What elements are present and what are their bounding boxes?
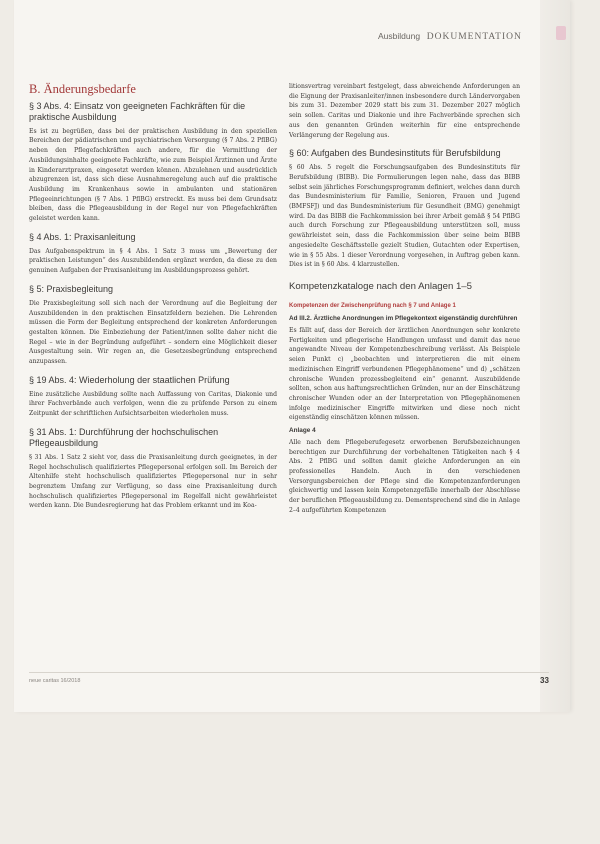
paragraph-s4: Eine zusätzliche Ausbildung sollte nach Auffassung von Caritas, Diakonie und ihrer Fachverbände auch verfolgen, wenn die zu prüfende Person zu einem Zeitpunkt der schriftlichen Aufsichtsarbeiten wiederholen muss. [29, 390, 277, 418]
left-column [29, 82, 277, 514]
heading-s7: Kompetenzkataloge nach den Anlagen 1–5 [289, 280, 472, 292]
paragraph-s1: Es ist zu begrüßen, dass bei der praktischen Ausbildung in den speziellen Bereichen der pädiatrischen und psychiatrischen Versorgung (§ 7 Abs. 2 PflBG) neben den Pflegefachkräften auch andere, für die Vermittlung der Ausbildungsinhalte geeignete Fachkräfte, wie zum Beispiel Ärztinnen und Ärzte in Kinderarztpraxen, eingesetzt werden können. Abzulehnen und ausdrücklich abzugrenzen ist, dass sich diese Ausnahmeregelung auch auf die praktische Ausbildung im Krankenhaus sowie in ambulanten und stationären Pflegeeinrichtungen (§ 7 Abs. 1 PflBG) erstreckt. Es muss bei dem Grundsatz bleiben, dass die Pflegeausbildung in der Regel nur von Pflegefachkräften geleistet werden kann. [29, 127, 277, 223]
page-edge [540, 0, 570, 712]
heading-s4: § 19 Abs. 4: Wiederholung der staatlichen Prüfung [29, 374, 230, 385]
paragraph-s2: Das Aufgabenspektrum in § 4 Abs. 1 Satz 3 muss um „Bewertung der praktischen Leistungen“ des Auszubildenden ergänzt werden, da diese zu den genuinen Aufgaben der Praxisanleitung im Ausbildungsprozess gehört. [29, 247, 277, 275]
heading-s5: § 31 Abs. 1: Durchführung der hochschulischen Pflegeausbildung [29, 426, 219, 448]
header-section: Ausbildung [378, 31, 421, 41]
paragraph-s5: § 31 Abs. 1 Satz 2 sieht vor, dass die Praxisanleitung durch geeignetes, in der Regel hochschulisch qualifiziertes Pflegepersonal erfolgen soll. Im Bereich der Altenhilfe steht hochschulisch qualifiziertes Pflegepersonal nur in sehr begrenztem Umfang zur Verfügung, so dass eine Praxisanleitung durch hochschulisch qualifiziertes Pflegepersonal im Regelfall nicht gewährleistet werden kann. Die Bundesregierung hat das Problem erkannt und im Koa- [29, 453, 277, 510]
subheading-bold: Ad III.2. Ärztliche Anordnungen im Pflegekontext eigenständig durchführen [289, 315, 518, 323]
heading-s1: § 3 Abs. 4: Einsatz von geeigneten Fachkräften für die praktische Ausbildung [29, 100, 246, 122]
heading-s3: § 5: Praxisbegleitung [29, 283, 114, 294]
subheading-anlage4: Anlage 4 [289, 427, 316, 435]
edge-marker [556, 26, 566, 40]
heading-s2: § 4 Abs. 1: Praxisanleitung [29, 231, 136, 242]
heading-s6: § 60: Aufgaben des Bundesinstituts für Berufsbildung [289, 148, 501, 159]
paragraph-s8: Alle nach dem Pflegeberufegesetz erworbenen Berufsbezeichnungen berechtigen zur Durchführung der vorbehaltenen Tätigkeiten nach § 4 Abs. 2 PflBG und sollten damit gleiche Anforderungen an ein professionelles Handeln. Auch in den verschiedenen Versorgungsbereichen der Pflege sind die Kompetenzanforderungen gleichwertig und lassen kein Kompetenzgefälle innerhalb der Abschlüsse der beruflichen Pflegeausbildung zu. Dementsprechend sind die in Anlage 2–4 aufgeführten Kompetenzen [289, 438, 520, 514]
paragraph-s6: § 60 Abs. 5 regelt die Forschungsaufgaben des Bundesinstituts für Berufsbildung (BIBB). Die Formulierungen legen nahe, dass das BIBB selbst sein jährliches Forschungsprogramm definiert, welches dann durch das Bundesministerium für Familie, Senioren, Frauen und Jugend (BMFSFJ) und das Bundesministerium für Gesundheit (BMG) genehmigt wird. Da das BIBB die Fachkommission bei ihrer Arbeit gemäß § 54 PflBG auch durch Forschung zur Pflegeausbildung unterstützen soll, muss gewährleistet sein, dass die Fachkommission über seine beim BIBB angesiedelte Geschäftsstelle gezielt Studien, Gutachten oder Expertisen, wie in § 55 Abs. 1 dieser Verordnung vorgesehen, in Auftrag geben kann. Dies ist in § 60 Abs. 4 klarzustellen. [289, 164, 520, 269]
section-title: B. Änderungsbedarfe [29, 82, 136, 96]
paragraph-s3: Die Praxisbegleitung soll sich nach der Verordnung auf die Begleitung der Auszubildenden in den praktischen Einsatzfeldern beziehen. Die Lehrenden müssen die Form der Begleitung entsprechend der konkreten Anforderungen gestalten können. Die Einbeziehung der Patient/innen sollte daher nicht die Regel – wie in der Begründung aufgeführt – sondern eine Möglichkeit dieser Ausgestaltung sein. Wir regen an, die Gesetzesbegründung entsprechend anzupassen. [29, 299, 277, 366]
header-label: DOKUMENTATION [426, 32, 522, 42]
paragraph-continued: litionsvertrag vereinbart festgelegt, dass abweichende Anforderungen an die Eignung der Praxisanleiter/innen insbesondere durch Ländervorgaben bis zum 31. Dezember 2029 statt bis zum 31. Dezember 2027 möglich sein sollen. Caritas und Diakonie und ihre Fachverbände sprechen sich aus den genannten Gründen weiterhin für eine entsprechende Verlängerung der Regelung aus. [289, 83, 520, 139]
subheading-red: Kompetenzen der Zwischenprüfung nach § 7 und Anlage 1 [289, 302, 456, 309]
footer-journal: neue caritas 16/2018 [29, 678, 81, 684]
right-column [289, 82, 520, 518]
footer-rule [29, 672, 549, 673]
page-header [378, 31, 522, 42]
paragraph-s7: Es fällt auf, dass der Bereich der ärztlichen Anordnungen sehr konkrete Fertigkeiten und pflegerische Handlungen umfasst und damit das neue angewandte Niveau der Kompetenzbeschreibung verlässt. Als Beispiele seien Punkt c) „beobachten und interpretieren die mit einem medizinischen Eingriff verbundenen Pflegephänomene“ und d) „schätzen chronische Wunden prozessbegleitend ein“ genannt. Auszubildende sollten, schon aus haftungsrechtlichen Gründen, nur an der Einschätzung chronischer Wunden oder an der Interpretation von Pflegephänomenen infolge medizinischer Eingriffe mitwirken und diese noch nicht eigenständig einschätzen können müssen. [289, 327, 520, 422]
page-number: 33 [540, 676, 549, 685]
